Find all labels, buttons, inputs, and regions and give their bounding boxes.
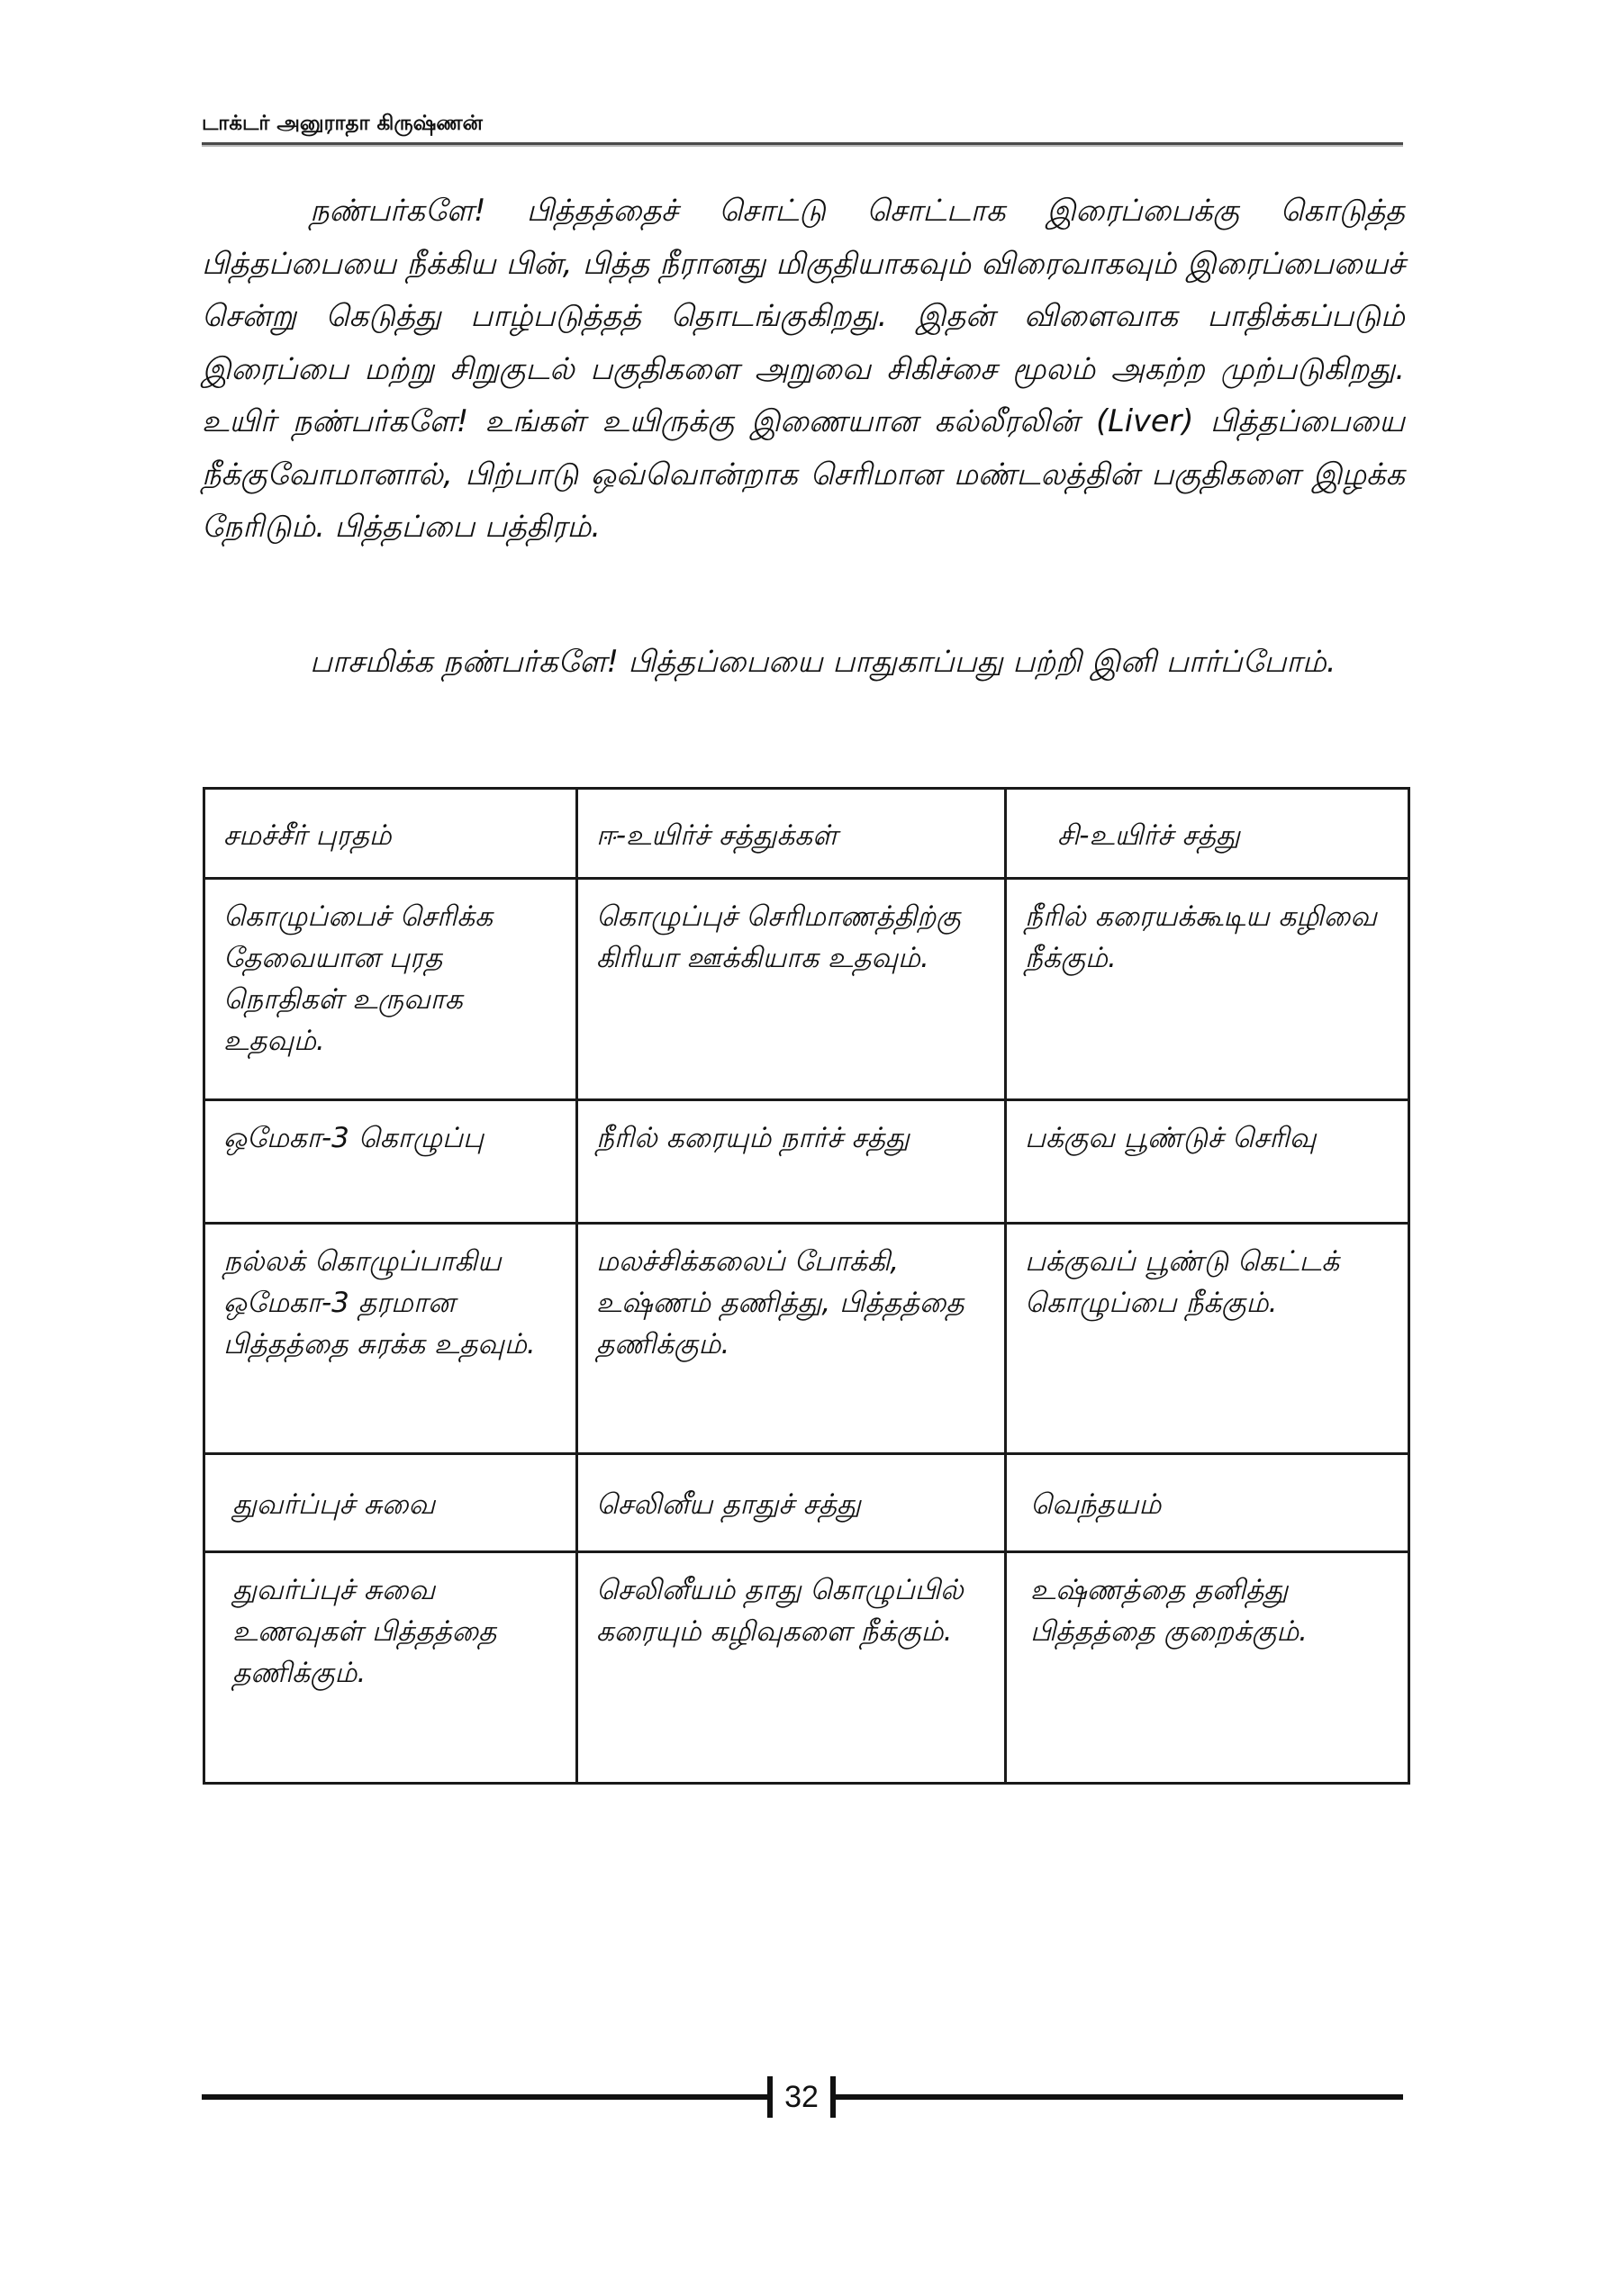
footer-rule-left [202,2094,767,2100]
table-header-row [204,789,1409,879]
table-cell: செலினீய தாதுச் சத்து [577,1454,1006,1552]
table-header-cell: ஈ-உயிர்ச் சத்துக்கள் [577,789,1006,879]
table-row [204,1454,1409,1552]
table-cell: வெந்தயம் [1006,1454,1409,1552]
table-cell: நீரில் கரையக்கூடிய கழிவை நீக்கும். [1006,879,1409,1100]
table-cell: செலினீயம் தாது கொழுப்பில் கரையும் கழிவுகளை நீக்கும். [577,1552,1006,1784]
running-header: டாக்டர் அனுராதா கிருஷ்ணன் [202,112,483,135]
table-cell: துவர்ப்புச் சுவை உணவுகள் பித்தத்தை தணிக்கும். [204,1552,577,1784]
table-cell: கொழுப்பைச் செரிக்க தேவையான புரத நொதிகள் உருவாக உதவும். [204,879,577,1100]
page-number: 32 [784,2080,819,2114]
table-row [204,1552,1409,1784]
header-rule [202,142,1403,145]
table-cell: துவர்ப்புச் சுவை [204,1454,577,1552]
table-cell: மலச்சிக்கலைப் போக்கி, உஷ்ணம் தணித்து, பித்தத்தை தணிக்கும். [577,1224,1006,1454]
table-cell: நல்லக் கொழுப்பாகிய ஒமேகா-3 தரமான பித்தத்தை சுரக்க உதவும். [204,1224,577,1454]
table-cell: உஷ்ணத்தை தனித்து பித்தத்தை குறைக்கும். [1006,1552,1409,1784]
table-cell: பக்குவ பூண்டுச் செரிவு [1006,1100,1409,1224]
footer-rule-right [836,2094,1403,2100]
nutrient-table [203,787,1410,1785]
table-row [204,1100,1409,1224]
paragraph-1: நண்பர்களே! பித்தத்தைச் சொட்டு சொட்டாக இரைப்பைக்கு கொடுத்த பித்தப்பையை நீக்கிய பின், பித்த நீரானது மிகுதியாகவும் விரைவாகவும் இரைப்பையைச் சென்று கெடுத்து பாழ்படுத்தத் தொடங்குகிறது. இதன் விளைவாக பாதிக்கப்படும் இரைப்பை மற்று சிறுகுடல் பகுதிகளை அறுவை சிகிச்சை மூலம் அகற்ற முற்படுகிறது. உயிர் நண்பர்களே! உங்கள் உயிருக்கு இணையான கல்லீரலின் (Liver) பித்தப்பையை நீக்குவோமானால், பிற்பாடு ஒவ்வொன்றாக செரிமான மண்டலத்தின் பகுதிகளை இழக்க நேரிடும். பித்தப்பை பத்திரம். [202,193,1405,544]
table-header-cell: சி-உயிர்ச் சத்து [1006,789,1409,879]
table-header-cell: சமச்சீர் புரதம் [204,789,577,879]
paragraph-2: பாசமிக்க நண்பர்களே! பித்தப்பையை பாதுகாப்பது பற்றி இனி பார்ப்போம். [310,644,1336,679]
table-row [204,879,1409,1100]
table-cell: பக்குவப் பூண்டு கெட்டக் கொழுப்பை நீக்கும். [1006,1224,1409,1454]
table-row [204,1224,1409,1454]
table-cell: ஒமேகா-3 கொழுப்பு [204,1100,577,1224]
table-cell: கொழுப்புச் செரிமாணத்திற்கு கிரியா ஊக்கியாக உதவும். [577,879,1006,1100]
table-cell: நீரில் கரையும் நார்ச் சத்து [577,1100,1006,1224]
